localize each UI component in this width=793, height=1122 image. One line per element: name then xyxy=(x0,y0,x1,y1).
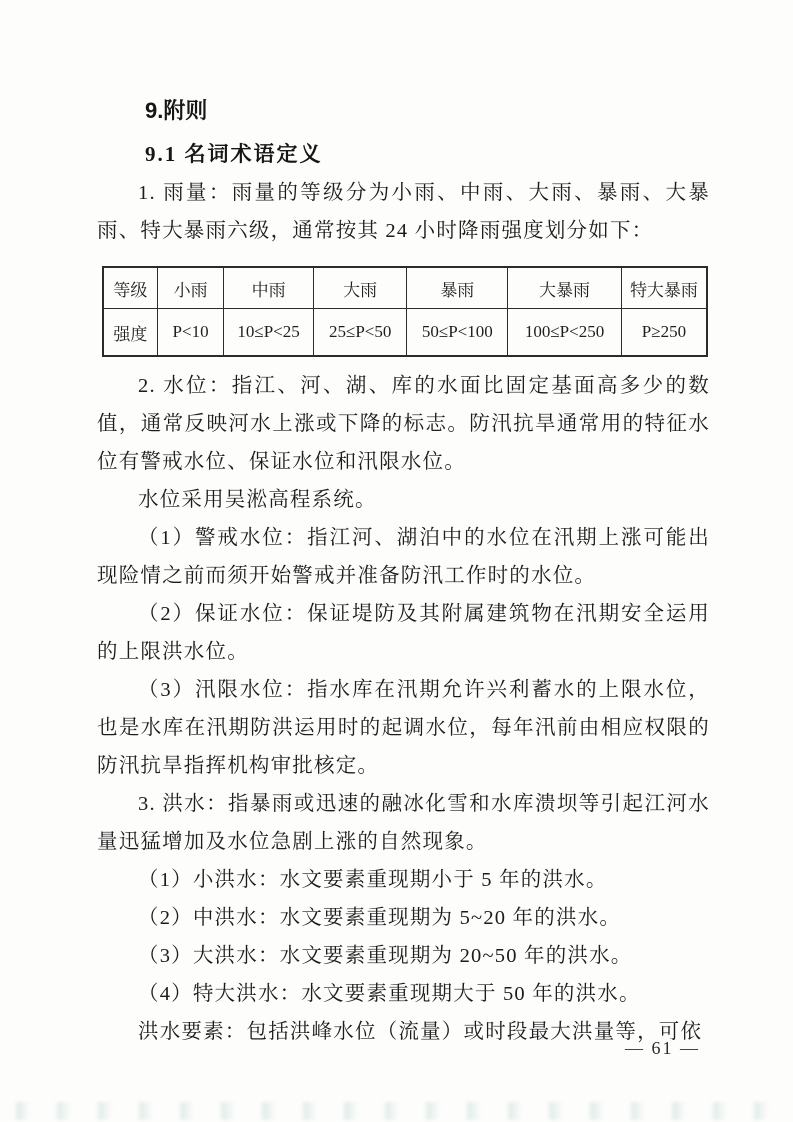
table-cell-rainstorm: 暴雨 xyxy=(407,267,508,309)
table-cell-heavy-rainstorm: 大暴雨 xyxy=(508,267,622,309)
scan-artifact-band xyxy=(0,1102,793,1120)
page-number: — 61 — xyxy=(625,1038,700,1058)
table-cell-intensity-3: 25≤P<50 xyxy=(313,309,407,357)
subsection-heading: 9.1 名词术语定义 xyxy=(145,142,323,166)
paragraph-warning-level: （1）警戒水位：指江河、湖泊中的水位在汛期上涨可能出现险情之前而须开始警戒并准备防汛工作时的水位。 xyxy=(97,527,710,587)
table-row-levels xyxy=(103,267,707,309)
paragraph-guaranteed-level: （2）保证水位：保证堤防及其附属建筑物在汛期安全运用的上限洪水位。 xyxy=(97,603,710,663)
document-content xyxy=(97,96,710,1051)
paragraph-medium-flood: （2）中洪水：水文要素重现期为 5~20 年的洪水。 xyxy=(138,907,622,929)
paragraph-flood-limit-level: （3）汛限水位：指水库在汛期允许兴利蓄水的上限水位，也是水库在汛期防洪运用时的起调水位，每年汛前由相应权限的防汛抗旱指挥机构审批核定。 xyxy=(97,679,710,777)
paragraph-rainfall-intro: 1. 雨量：雨量的等级分为小雨、中雨、大雨、暴雨、大暴雨、特大暴雨六级，通常按其 24 小时降雨强度划分如下： xyxy=(97,182,710,242)
paragraph-extreme-flood: （4）特大洪水：水文要素重现期大于 50 年的洪水。 xyxy=(138,983,641,1005)
paragraph-wusong-datum: 水位采用吴淞高程系统。 xyxy=(138,489,377,511)
table-cell-moderate-rain: 中雨 xyxy=(224,267,314,309)
table-cell-intensity-2: 10≤P<25 xyxy=(224,309,314,357)
table-cell-level-label: 等级 xyxy=(103,267,157,309)
table-row-intensity xyxy=(103,309,707,357)
paragraph-large-flood: （3）大洪水：水文要素重现期为 20~50 年的洪水。 xyxy=(138,945,633,967)
paragraph-flood-definition: 3. 洪水：指暴雨或迅速的融冰化雪和水库溃坝等引起江河水量迅猛增加及水位急剧上涨的自然现象。 xyxy=(97,793,710,853)
paragraph-flood-elements: 洪水要素：包括洪峰水位（流量）或时段最大洪量等，可依 xyxy=(138,1021,703,1043)
table-cell-intensity-4: 50≤P<100 xyxy=(407,309,508,357)
table-cell-extreme-rainstorm: 特大暴雨 xyxy=(621,267,707,309)
table-cell-intensity-6: P≥250 xyxy=(621,309,707,357)
section-heading: 9.附则 xyxy=(145,98,208,123)
table-cell-intensity-5: 100≤P<250 xyxy=(508,309,622,357)
paragraph-small-flood: （1）小洪水：水文要素重现期小于 5 年的洪水。 xyxy=(138,869,608,891)
table-cell-intensity-1: P<10 xyxy=(157,309,223,357)
paragraph-water-level: 2. 水位：指江、河、湖、库的水面比固定基面高多少的数值，通常反映河水上涨或下降的标志。防汛抗旱通常用的特征水位有警戒水位、保证水位和汛限水位。 xyxy=(97,375,710,473)
table-cell-light-rain: 小雨 xyxy=(157,267,223,309)
rainfall-table xyxy=(102,266,708,357)
table-cell-intensity-label: 强度 xyxy=(103,309,157,357)
table-cell-heavy-rain: 大雨 xyxy=(313,267,407,309)
